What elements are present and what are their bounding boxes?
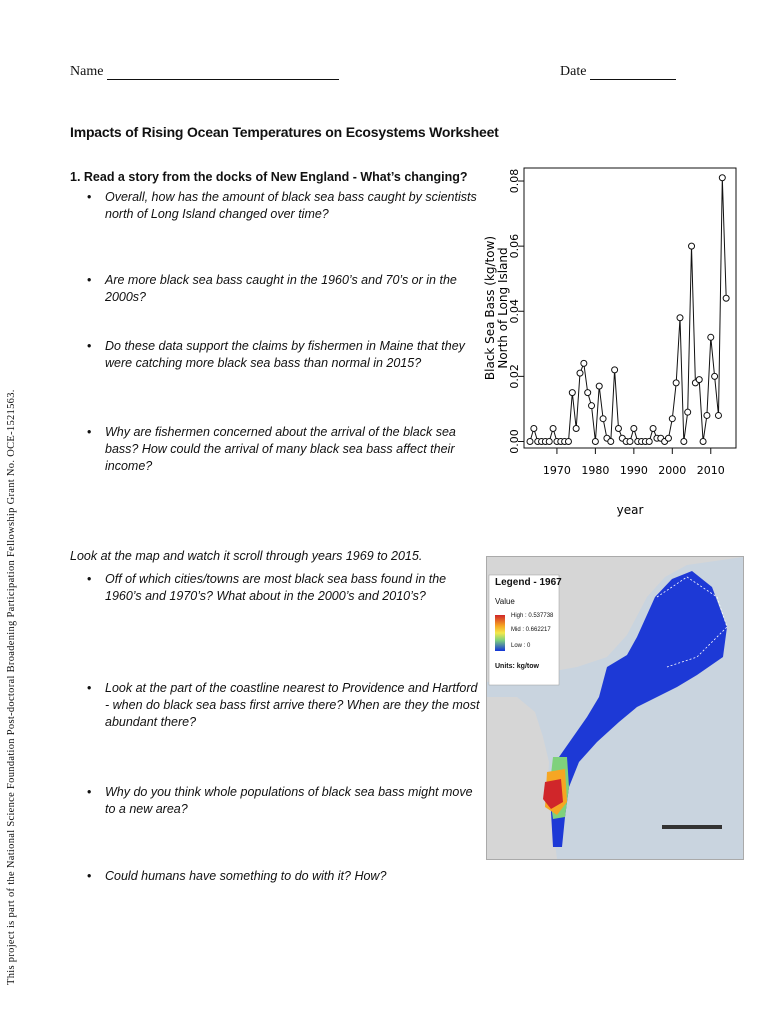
page-title: Impacts of Rising Ocean Temperatures on Ecosystems Worksheet xyxy=(70,124,499,140)
name-field[interactable] xyxy=(70,64,339,80)
bullet-dot: • xyxy=(87,273,92,287)
data-point xyxy=(546,438,552,444)
data-point xyxy=(581,360,587,366)
data-point xyxy=(681,438,687,444)
black-sea-bass-map xyxy=(486,556,744,860)
section1-bullet-1: • Overall, how has the amount of black sea bass caught by scientists north of Long Island changed over time? xyxy=(87,190,477,221)
data-point xyxy=(646,438,652,444)
scale-bar xyxy=(662,825,722,829)
date-line xyxy=(590,65,676,80)
y-tick-label: 0.02 xyxy=(508,364,521,389)
data-point xyxy=(665,435,671,441)
data-point xyxy=(708,334,714,340)
section1-heading: 1. Read a story from the docks of New England - What’s changing? xyxy=(70,170,468,184)
plot-frame xyxy=(524,168,736,448)
section1-bullet-2: • Are more black sea bass caught in the 1960’s and 70’s or in the 2000s? xyxy=(87,273,457,304)
bullet-dot: • xyxy=(87,339,92,353)
chart-points xyxy=(527,175,729,445)
name-label: Name xyxy=(70,64,104,79)
grant-sidebar-text: This project is part of the National Science Foundation Post-doctoral Broadening Participation Fellowship Grant No. OCE-1521563. xyxy=(6,389,17,985)
bullet-dot: • xyxy=(87,572,92,586)
data-point xyxy=(565,438,571,444)
section1-bullet-3: • Do these data support the claims by fishermen in Maine that they were catching more black sea bass than normal in 2015? xyxy=(87,339,465,370)
legend-mid-label: Mid : 0.662217 xyxy=(511,627,551,633)
x-tick-label: 2000 xyxy=(658,464,687,477)
legend-value-label: Value xyxy=(495,597,515,606)
data-point xyxy=(573,425,579,431)
section2-bullet-4: • Could humans have something to do with it? How? xyxy=(87,869,387,883)
section2-intro: Look at the map and watch it scroll through years 1969 to 2015. xyxy=(70,549,423,563)
data-point xyxy=(615,425,621,431)
data-point xyxy=(550,425,556,431)
data-point xyxy=(608,438,614,444)
bullet-dot: • xyxy=(87,190,92,204)
bullet-dot: • xyxy=(87,425,92,439)
data-point xyxy=(596,383,602,389)
data-point xyxy=(700,438,706,444)
data-point xyxy=(650,425,656,431)
black-sea-bass-chart xyxy=(478,158,750,538)
data-point xyxy=(673,380,679,386)
data-point xyxy=(569,390,575,396)
y-tick-label: 0.04 xyxy=(508,299,521,324)
data-point xyxy=(589,403,595,409)
legend-units-label: Units: kg/tow xyxy=(495,663,539,670)
y-tick-label: 0.00 xyxy=(508,429,521,454)
data-point xyxy=(631,425,637,431)
section2-bullet-2: • Look at the part of the coastline nearest to Providence and Hartford - when do black sea bass first arrive there? When are they the most abundant there? xyxy=(87,681,480,729)
data-point xyxy=(577,370,583,376)
date-field[interactable] xyxy=(560,64,676,80)
name-line xyxy=(107,65,339,80)
y-axis-label-line1: Black Sea Bass (kg/tow) xyxy=(483,235,497,381)
chart-ticks xyxy=(483,169,725,517)
data-point xyxy=(685,409,691,415)
legend-high-label: High : 0.537738 xyxy=(511,613,554,619)
y-axis-label-line2: North of Long Island xyxy=(496,247,510,369)
y-tick-label: 0.06 xyxy=(508,233,521,259)
bullet-dot: • xyxy=(87,681,92,695)
data-point xyxy=(600,416,606,422)
data-point xyxy=(712,373,718,379)
section1-bullet-4: • Why are fishermen concerned about the arrival of the black sea bass? How could the arrival of many black sea bass affect their income? xyxy=(87,425,456,473)
data-point xyxy=(612,367,618,373)
data-point xyxy=(585,390,591,396)
data-point xyxy=(723,295,729,301)
section2-bullet-1: • Off of which cities/towns are most black sea bass found in the 1960’s and 1970’s? What about in the 2000’s and 2010’s? xyxy=(87,572,447,603)
data-point xyxy=(704,412,710,418)
data-point xyxy=(669,416,675,422)
legend-title: Legend - 1967 xyxy=(495,577,562,588)
date-label: Date xyxy=(560,64,587,79)
series-line xyxy=(530,178,726,442)
x-tick-label: 1990 xyxy=(619,464,648,477)
bullet-dot: • xyxy=(87,869,92,883)
data-point xyxy=(719,175,725,181)
x-tick-label: 1970 xyxy=(542,464,571,477)
x-tick-label: 2010 xyxy=(696,464,725,477)
x-axis-label: year xyxy=(616,503,644,517)
chart-axes xyxy=(524,168,736,448)
data-point xyxy=(627,438,633,444)
legend-gradient xyxy=(495,615,505,651)
data-point xyxy=(689,243,695,249)
chart-series xyxy=(530,178,726,442)
data-point xyxy=(527,438,533,444)
legend-low-label: Low : 0 xyxy=(511,643,531,649)
data-point xyxy=(715,412,721,418)
data-point xyxy=(592,438,598,444)
x-tick-label: 1980 xyxy=(581,464,610,477)
y-tick-label: 0.08 xyxy=(508,168,521,194)
data-point xyxy=(677,315,683,321)
map-graphic xyxy=(487,557,743,859)
bullet-dot: • xyxy=(87,785,92,799)
data-point xyxy=(531,425,537,431)
section2-bullet-3: • Why do you think whole populations of black sea bass might move to a new area? xyxy=(87,785,473,816)
data-point xyxy=(696,377,702,383)
